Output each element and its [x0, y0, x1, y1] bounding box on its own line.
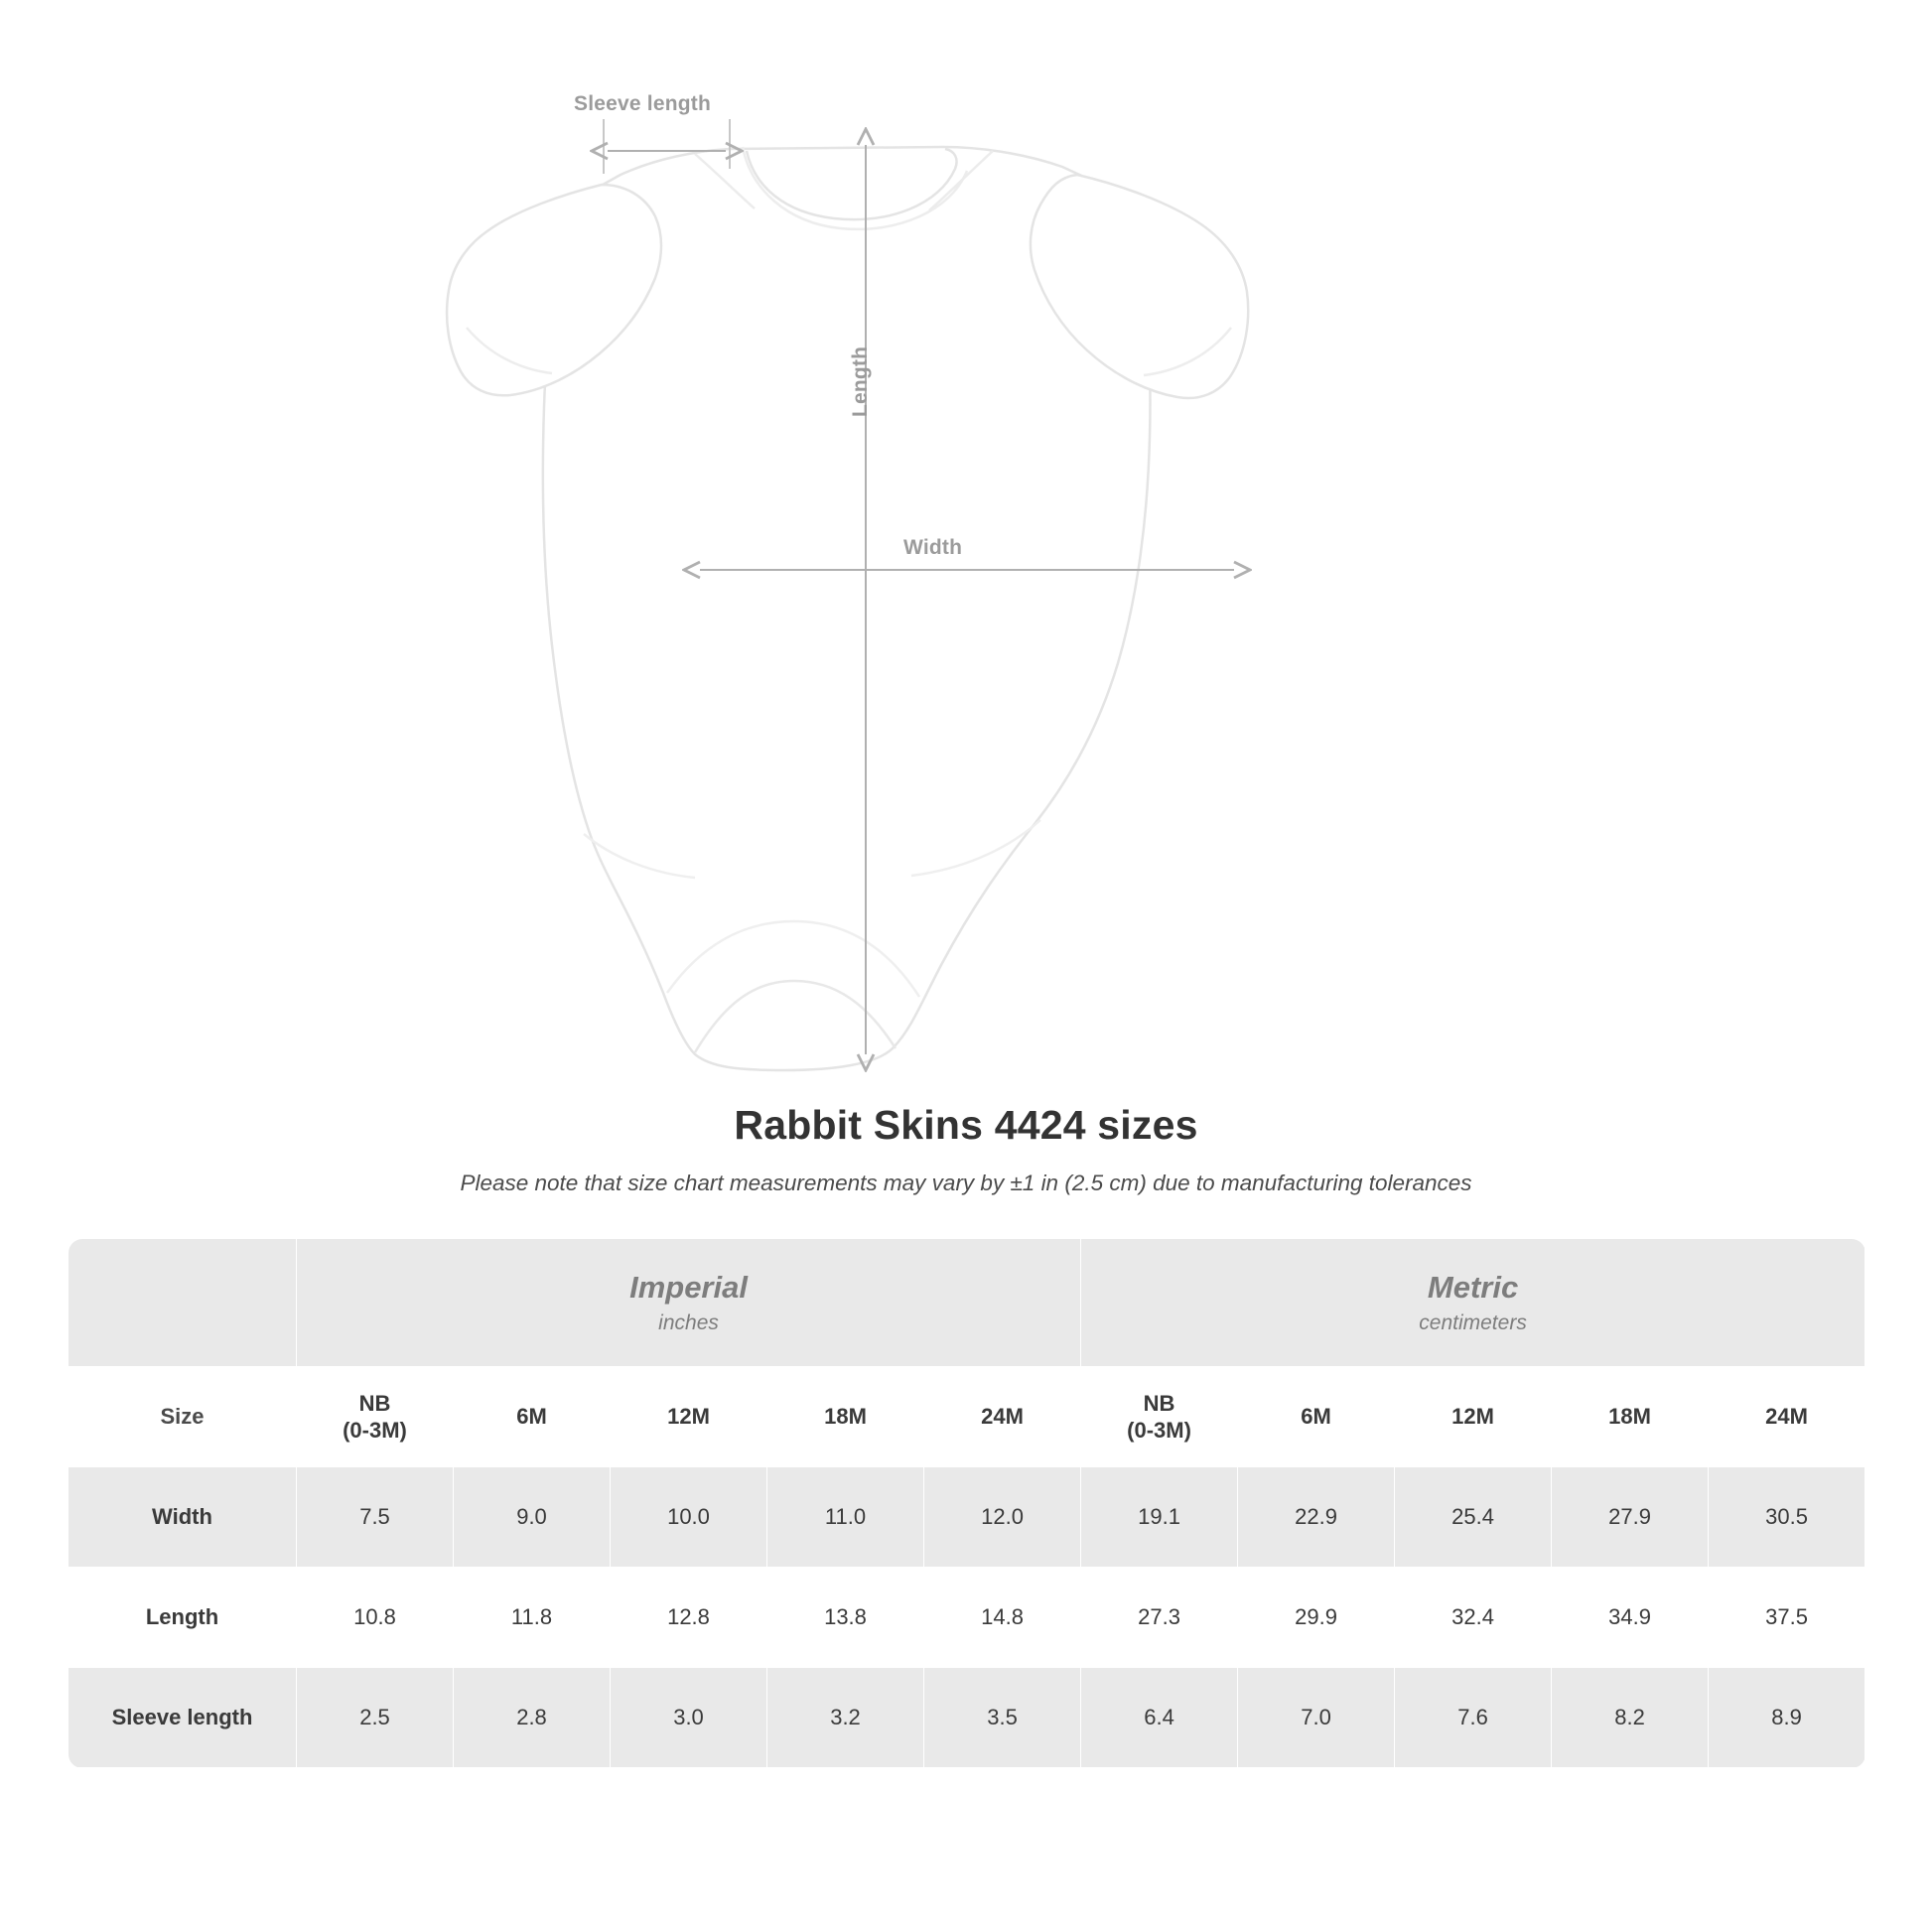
cell-width-8: 27.9	[1552, 1467, 1709, 1568]
row-label-sleeve-length: Sleeve length	[69, 1668, 297, 1768]
header-col-1-line1: 6M	[516, 1404, 547, 1430]
cell-sleeve-1: 2.8	[454, 1668, 611, 1768]
header-col-5-line1: NB	[1143, 1390, 1175, 1416]
cell-sleeve-3: 3.2	[767, 1668, 924, 1768]
unit-group-metric-name: Metric	[1427, 1270, 1519, 1306]
table-header-row	[69, 1367, 1865, 1467]
label-sleeve-length: Sleeve length	[574, 92, 711, 115]
size-table	[68, 1238, 1865, 1768]
unit-group-imperial-sub: inches	[658, 1311, 719, 1334]
unit-group-imperial	[297, 1239, 1081, 1367]
cell-length-3: 13.8	[767, 1568, 924, 1668]
cell-length-0: 10.8	[297, 1568, 454, 1668]
header-col-1	[454, 1367, 611, 1467]
unit-group-row	[69, 1239, 1865, 1367]
header-col-4	[924, 1367, 1081, 1467]
header-col-0	[297, 1367, 454, 1467]
title-block	[0, 1102, 1932, 1196]
cell-width-2: 10.0	[611, 1467, 767, 1568]
header-col-6-line1: 6M	[1301, 1404, 1331, 1430]
cell-width-0: 7.5	[297, 1467, 454, 1568]
table-row	[69, 1467, 1865, 1568]
cell-sleeve-7: 7.6	[1395, 1668, 1552, 1768]
cell-length-2: 12.8	[611, 1568, 767, 1668]
label-length: Length	[849, 345, 872, 417]
header-col-8	[1552, 1367, 1709, 1467]
cell-width-7: 25.4	[1395, 1467, 1552, 1568]
size-table-wrap	[68, 1238, 1864, 1768]
header-col-0-line2: (0-3M)	[343, 1418, 407, 1443]
cell-sleeve-4: 3.5	[924, 1668, 1081, 1768]
header-col-8-line1: 18M	[1608, 1404, 1651, 1430]
cell-length-8: 34.9	[1552, 1568, 1709, 1668]
cell-width-6: 22.9	[1238, 1467, 1395, 1568]
header-col-2	[611, 1367, 767, 1467]
cell-sleeve-9: 8.9	[1709, 1668, 1865, 1768]
cell-width-4: 12.0	[924, 1467, 1081, 1568]
cell-sleeve-2: 3.0	[611, 1668, 767, 1768]
header-col-0-line1: NB	[358, 1390, 391, 1416]
header-col-9-line1: 24M	[1765, 1404, 1808, 1430]
header-col-3	[767, 1367, 924, 1467]
cell-width-3: 11.0	[767, 1467, 924, 1568]
cell-length-6: 29.9	[1238, 1568, 1395, 1668]
header-col-7	[1395, 1367, 1552, 1467]
header-col-6	[1238, 1367, 1395, 1467]
unit-group-imperial-name: Imperial	[629, 1270, 748, 1306]
header-col-5	[1081, 1367, 1238, 1467]
label-width: Width	[903, 536, 963, 559]
unit-group-spacer	[69, 1239, 297, 1367]
cell-width-1: 9.0	[454, 1467, 611, 1568]
cell-length-4: 14.8	[924, 1568, 1081, 1668]
header-col-4-line1: 24M	[981, 1404, 1024, 1430]
cell-sleeve-8: 8.2	[1552, 1668, 1709, 1768]
header-col-5-line2: (0-3M)	[1127, 1418, 1191, 1443]
row-label-length: Length	[69, 1568, 297, 1668]
cell-length-7: 32.4	[1395, 1568, 1552, 1668]
header-col-2-line1: 12M	[667, 1404, 710, 1430]
header-col-7-line1: 12M	[1451, 1404, 1494, 1430]
table-row	[69, 1668, 1865, 1768]
header-col-3-line1: 18M	[824, 1404, 867, 1430]
table-row	[69, 1568, 1865, 1668]
cell-length-1: 11.8	[454, 1568, 611, 1668]
cell-length-9: 37.5	[1709, 1568, 1865, 1668]
cell-length-5: 27.3	[1081, 1568, 1238, 1668]
cell-width-9: 30.5	[1709, 1467, 1865, 1568]
unit-group-metric	[1081, 1239, 1865, 1367]
unit-group-metric-sub: centimeters	[1419, 1311, 1527, 1334]
cell-sleeve-0: 2.5	[297, 1668, 454, 1768]
cell-sleeve-5: 6.4	[1081, 1668, 1238, 1768]
measurement-note: Please note that size chart measurements may vary by ±1 in (2.5 cm) due to manufacturing tolerances	[460, 1171, 1472, 1195]
cell-width-5: 19.1	[1081, 1467, 1238, 1568]
page-title: Rabbit Skins 4424 sizes	[734, 1102, 1198, 1148]
header-col-9	[1709, 1367, 1865, 1467]
header-size: Size	[69, 1367, 297, 1467]
cell-sleeve-6: 7.0	[1238, 1668, 1395, 1768]
row-label-width: Width	[69, 1467, 297, 1568]
